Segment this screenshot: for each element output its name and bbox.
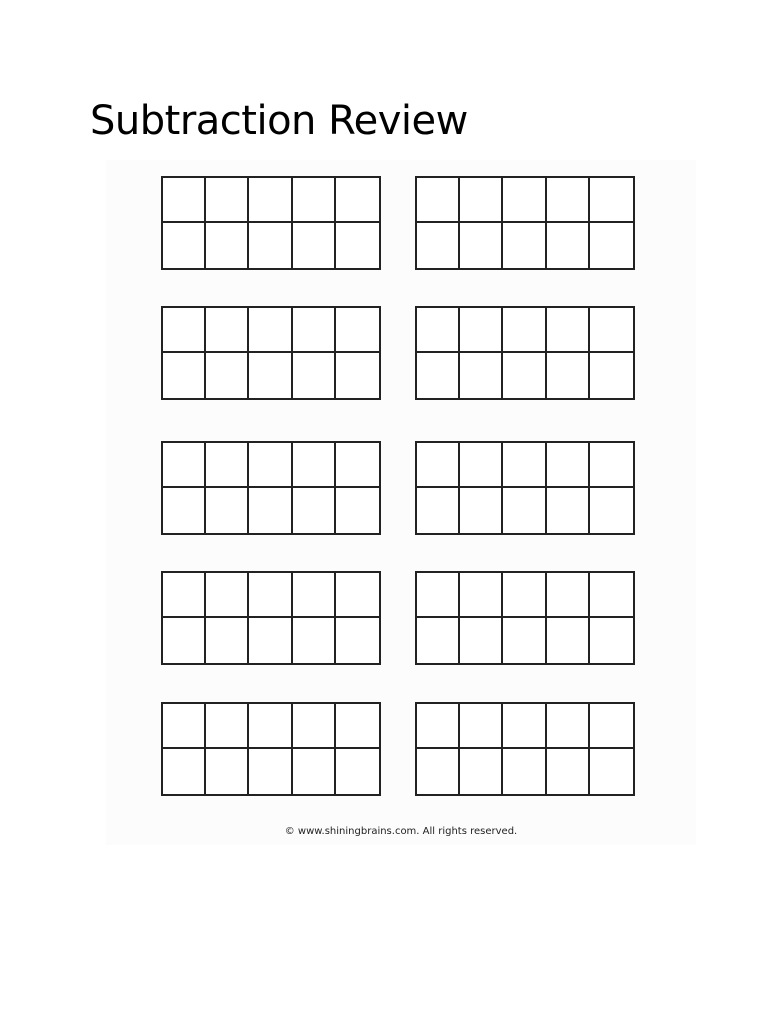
ten-frame-cell xyxy=(293,704,336,749)
ten-frame-cell xyxy=(336,618,379,663)
ten-frame-cell xyxy=(163,353,206,398)
ten-frame-cell xyxy=(336,353,379,398)
ten-frame-cell xyxy=(503,353,546,398)
ten-frame xyxy=(415,306,635,400)
ten-frame-cell xyxy=(163,308,206,353)
ten-frame-cell xyxy=(293,178,336,223)
ten-frame-cell xyxy=(417,573,460,618)
ten-frame-cell xyxy=(460,704,503,749)
ten-frame-cell xyxy=(206,704,249,749)
ten-frame-cell xyxy=(336,178,379,223)
ten-frame-cell xyxy=(206,488,249,533)
ten-frame-cell xyxy=(503,308,546,353)
ten-frame-cell xyxy=(249,308,292,353)
ten-frame-cell xyxy=(249,618,292,663)
ten-frame-cell xyxy=(417,704,460,749)
ten-frame-cell xyxy=(206,618,249,663)
ten-frame-cell xyxy=(249,353,292,398)
ten-frame-cell xyxy=(293,223,336,268)
ten-frame xyxy=(161,176,381,270)
ten-frame-cell xyxy=(163,749,206,794)
ten-frame-cell xyxy=(590,704,633,749)
ten-frame-cell xyxy=(547,223,590,268)
ten-frame-cell xyxy=(249,178,292,223)
ten-frame-cell xyxy=(293,488,336,533)
ten-frame-cell xyxy=(336,308,379,353)
ten-frame-cell xyxy=(503,618,546,663)
ten-frame-cell xyxy=(163,178,206,223)
ten-frame-cell xyxy=(206,178,249,223)
ten-frame xyxy=(161,306,381,400)
ten-frame-cell xyxy=(460,223,503,268)
ten-frame-cell xyxy=(590,618,633,663)
ten-frame-cell xyxy=(590,178,633,223)
ten-frame xyxy=(415,571,635,665)
ten-frame-cell xyxy=(503,178,546,223)
ten-frame-cell xyxy=(163,704,206,749)
ten-frame-cell xyxy=(547,308,590,353)
ten-frame xyxy=(415,176,635,270)
ten-frame-cell xyxy=(547,749,590,794)
ten-frame-cell xyxy=(249,223,292,268)
ten-frame-cell xyxy=(417,488,460,533)
ten-frame-cell xyxy=(336,488,379,533)
ten-frame-cell xyxy=(163,618,206,663)
ten-frame-cell xyxy=(336,443,379,488)
ten-frame-cell xyxy=(249,704,292,749)
ten-frame-cell xyxy=(163,573,206,618)
ten-frame-cell xyxy=(206,749,249,794)
ten-frame-cell xyxy=(503,704,546,749)
ten-frame-cell xyxy=(206,223,249,268)
ten-frame-cell xyxy=(249,488,292,533)
ten-frame-cell xyxy=(417,618,460,663)
ten-frame-cell xyxy=(590,308,633,353)
ten-frame-cell xyxy=(590,443,633,488)
ten-frame xyxy=(415,702,635,796)
ten-frame-cell xyxy=(163,488,206,533)
ten-frame-cell xyxy=(503,223,546,268)
ten-frame-cell xyxy=(293,618,336,663)
ten-frame-cell xyxy=(417,223,460,268)
ten-frame-cell xyxy=(417,178,460,223)
ten-frames-worksheet xyxy=(106,160,696,845)
ten-frame-cell xyxy=(336,223,379,268)
ten-frame-cell xyxy=(503,749,546,794)
ten-frame-cell xyxy=(547,443,590,488)
ten-frame-cell xyxy=(417,308,460,353)
ten-frame-cell xyxy=(547,618,590,663)
ten-frame-cell xyxy=(590,749,633,794)
ten-frame-cell xyxy=(590,223,633,268)
ten-frame-cell xyxy=(293,308,336,353)
ten-frame xyxy=(415,441,635,535)
ten-frame-cell xyxy=(293,749,336,794)
ten-frame-cell xyxy=(336,749,379,794)
ten-frame-cell xyxy=(503,573,546,618)
ten-frame-cell xyxy=(417,443,460,488)
ten-frame-cell xyxy=(460,573,503,618)
ten-frame-cell xyxy=(293,443,336,488)
ten-frame-cell xyxy=(206,443,249,488)
ten-frame-cell xyxy=(293,573,336,618)
ten-frame-cell xyxy=(249,749,292,794)
ten-frame xyxy=(161,702,381,796)
ten-frame xyxy=(161,571,381,665)
ten-frame-cell xyxy=(336,573,379,618)
ten-frame-cell xyxy=(547,178,590,223)
ten-frame-cell xyxy=(460,308,503,353)
ten-frame-cell xyxy=(163,443,206,488)
ten-frame-cell xyxy=(547,353,590,398)
ten-frame-cell xyxy=(547,573,590,618)
ten-frame-cell xyxy=(503,443,546,488)
page-title: Subtraction Review xyxy=(90,98,468,144)
ten-frame-cell xyxy=(206,353,249,398)
copyright-notice: © www.shiningbrains.com. All rights reserved. xyxy=(284,826,518,837)
ten-frame-cell xyxy=(206,573,249,618)
ten-frame-cell xyxy=(460,618,503,663)
ten-frame-cell xyxy=(547,704,590,749)
ten-frame-cell xyxy=(460,178,503,223)
ten-frame-cell xyxy=(547,488,590,533)
ten-frame-cell xyxy=(460,749,503,794)
ten-frame-cell xyxy=(249,443,292,488)
ten-frame-cell xyxy=(460,353,503,398)
ten-frame-cell xyxy=(503,488,546,533)
ten-frame xyxy=(161,441,381,535)
ten-frame-cell xyxy=(590,353,633,398)
ten-frame-cell xyxy=(460,443,503,488)
ten-frame-cell xyxy=(249,573,292,618)
ten-frame-cell xyxy=(293,353,336,398)
ten-frame-cell xyxy=(336,704,379,749)
ten-frame-cell xyxy=(590,488,633,533)
ten-frame-cell xyxy=(206,308,249,353)
ten-frame-cell xyxy=(417,749,460,794)
ten-frame-cell xyxy=(460,488,503,533)
ten-frame-cell xyxy=(590,573,633,618)
ten-frame-cell xyxy=(417,353,460,398)
ten-frame-cell xyxy=(163,223,206,268)
